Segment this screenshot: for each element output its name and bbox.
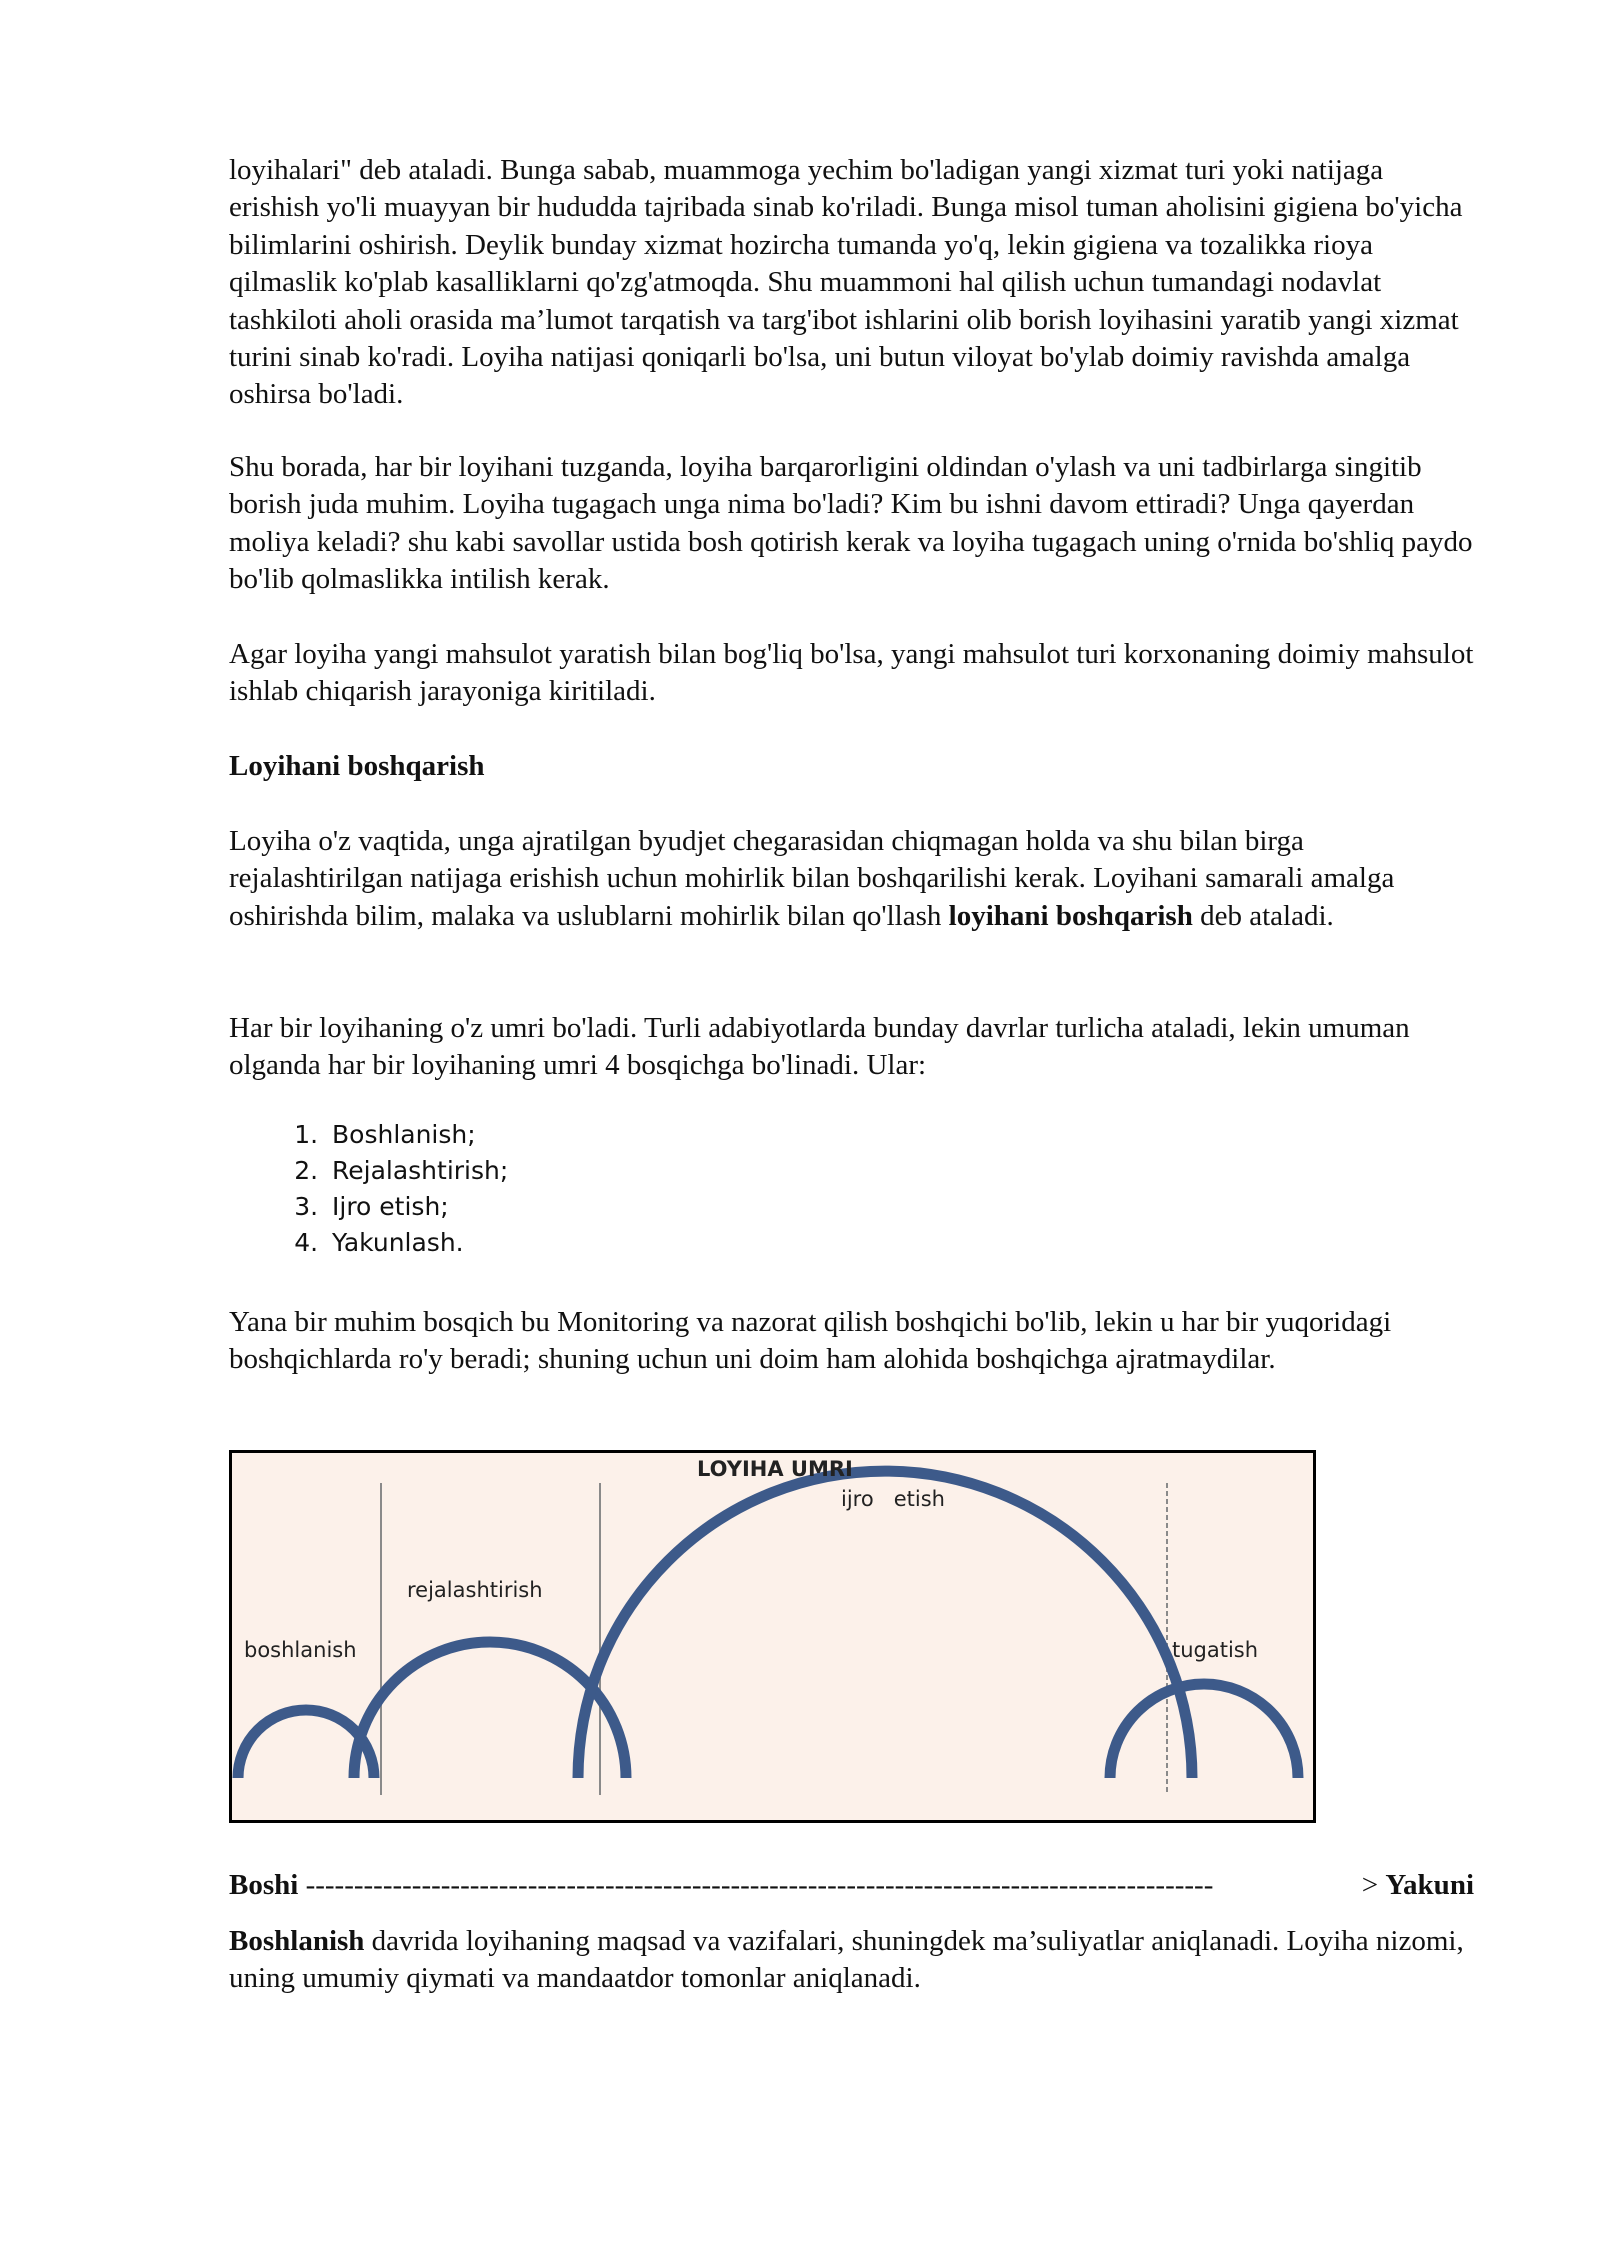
timeline-arrow: > [1361, 1869, 1379, 1901]
stages-list [229, 1117, 508, 1261]
arc-closing [1110, 1684, 1298, 1778]
list-item: 4. Yakunlash. [326, 1225, 508, 1261]
paragraph-project-life: Har bir loyihaning o'z umri bo'ladi. Turli adabiyotlarda bunday davrlar turlicha ataladi, lekin umuman olganda har bir loyihaning umri 4 bosqichga bo'linadi. Ular: [229, 1012, 1410, 1082]
timeline-dashes: ---------------------------------------------------------------------------------------------- [305, 1869, 1214, 1901]
timeline-end: Yakuni [1385, 1869, 1474, 1901]
label-planning: rejalashtirish [407, 1578, 543, 1602]
diagram-title: LOYIHA UMRI [697, 1457, 853, 1481]
list-item: 1. Boshlanish; [326, 1117, 508, 1153]
bold-term: Boshlanish [229, 1925, 365, 1957]
label-closing: tugatish [1172, 1638, 1259, 1662]
timeline-start: Boshi [229, 1869, 299, 1901]
timeline-line [229, 1867, 1474, 1904]
project-life-diagram [229, 1450, 1316, 1823]
paragraph-sustainability: Shu borada, har bir loyihani tuzganda, loyiha barqarorligini oldindan o'ylash va uni tadbirlarga singitib borish juda muhim. Loyiha tugagach unga nima bo'ladi? Kim bu ishni davom ettiradi? Unga qayerdan moliya keladi? shu kabi savollar ustida bosh qotirish kerak va loyiha tugagach uning o'rnida bo'shliq paydo bo'lib qolmaslikka intilish kerak. [229, 451, 1473, 596]
paragraph-new-product: Agar loyiha yangi mahsulot yaratish bilan bog'liq bo'lsa, yangi mahsulot turi korxonaning doimiy mahsulot ishlab chiqarish jarayoniga kiritiladi. [229, 638, 1474, 708]
paragraph-text: deb ataladi. [1192, 899, 1334, 932]
label-start: boshlanish [244, 1638, 357, 1662]
label-execution: ijro etish [841, 1487, 945, 1511]
paragraph-project-management [229, 823, 1479, 935]
bold-term: loyihani boshqarish [948, 899, 1193, 932]
paragraph-initiation [229, 1923, 1479, 1998]
arc-execution [578, 1471, 1192, 1778]
paragraph-pilot-projects: loyihalari" deb ataladi. Bunga sabab, muammoga yechim bo'ladigan yangi xizmat turi yoki natijaga erishish yo'li muayyan bir hududda tajribada sinab ko'riladi. Bunga misol tuman aholisini gigiena bo'yicha bilimlarini oshirish. Deylik bunday xizmat hozircha tumanda yo'q, lekin gigiena va tozalikka rioya qilmaslik ko'plab kasalliklarni qo'zg'atmoqda. Shu muammoni hal qilish uchun tumandagi nodavlat tashkiloti aholi orasida ma’lumot tarqatish va targ'ibot ishlarini olib borish loyihasini yaratib yangi xizmat turini sinab ko'radi. Loyiha natijasi qoniqarli bo'lsa, uni butun viloyat bo'ylab doimiy ravishda amalga oshirsa bo'ladi. [229, 154, 1463, 411]
life-cycle-arcs [232, 1453, 1313, 1820]
paragraph-text: Loyiha o'z vaqtida, unga ajratilgan byudjet chegarasidan chiqmagan holda va shu bilan birga rejalashtirilgan natijaga erishish uchun mohirlik bilan boshqarilishi kerak. Loyihani samarali amalga oshirishda bilim, malaka va uslublarni mohirlik bilan qo'llash [229, 825, 1395, 932]
paragraph-monitoring: Yana bir muhim bosqich bu Monitoring va nazorat qilish boshqichi bo'lib, lekin u har bir yuqoridagi boshqichlarda ro'y beradi; shuning uchun uni doim ham alohida boshqichga ajratmaydilar. [229, 1306, 1392, 1376]
list-item: 2. Rejalashtirish; [326, 1153, 508, 1189]
section-heading: Loyihani boshqarish [229, 750, 485, 782]
list-item: 3. Ijro etish; [326, 1189, 508, 1225]
paragraph-text: davrida loyihaning maqsad va vazifalari, shuningdek ma’suliyatlar aniqlanadi. Loyiha nizomi, uning umumiy qiymati va mandaatdor tomonlar aniqlanadi. [229, 1925, 1464, 1995]
